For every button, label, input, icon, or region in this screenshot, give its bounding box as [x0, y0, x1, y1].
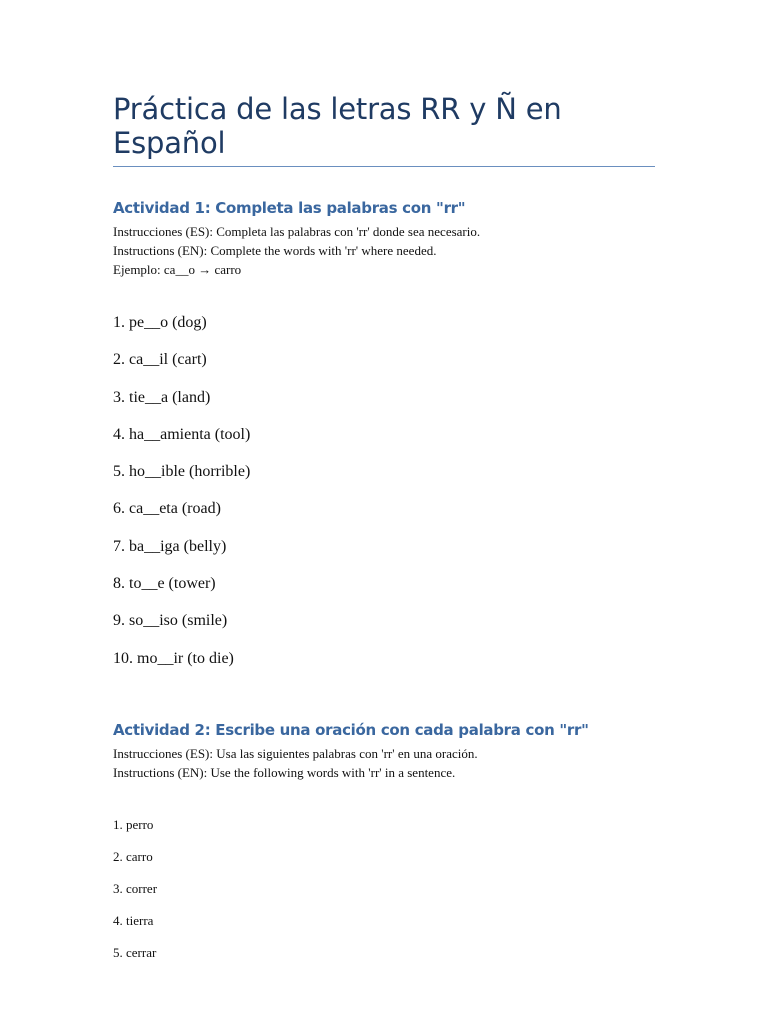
activity-1-instructions — [113, 222, 656, 279]
list-item: 2. carro — [113, 848, 153, 864]
list-item: 10. mo__ir (to die) — [113, 649, 234, 667]
list-item: 5. ho__ible (horrible) — [113, 463, 251, 481]
activity-2-heading: Actividad 2: Escribe una oración con cada palabra con "rr" — [113, 720, 589, 739]
instructions-es: Instrucciones (ES): Completa las palabras con 'rr' donde sea necesario. — [113, 224, 481, 239]
list-item: 8. to__e (tower) — [113, 575, 216, 593]
list-item: 3. correr — [113, 880, 158, 896]
list-item: 9. so__iso (smile) — [113, 612, 228, 630]
list-item: 2. ca__il (cart) — [113, 351, 207, 369]
list-item: 3. tie__a (land) — [113, 388, 211, 406]
activity-1 — [113, 199, 656, 686]
activity-1-list — [113, 313, 656, 686]
activity-2 — [113, 721, 656, 976]
activity-1-heading: Actividad 1: Completa las palabras con "rr" — [113, 199, 466, 217]
example-line: Ejemplo: ca__o → carro — [113, 262, 242, 277]
activity-2-list — [113, 816, 656, 976]
activity-2-instructions — [113, 744, 656, 782]
instructions-es: Instrucciones (ES): Usa las siguientes palabras con 'rr' en una oración. — [113, 745, 478, 761]
list-item: 5. cerrar — [113, 944, 157, 960]
list-item: 4. ha__amienta (tool) — [113, 425, 251, 443]
list-item: 1. perro — [113, 816, 154, 832]
list-item: 4. tierra — [113, 912, 154, 928]
list-item: 1. pe__o (dog) — [113, 314, 207, 331]
instructions-en: Instructions (EN): Complete the words with 'rr' where needed. — [113, 243, 437, 258]
instructions-en: Instructions (EN): Use the following words with 'rr' in a sentence. — [113, 764, 456, 780]
list-item: 7. ba__iga (belly) — [113, 537, 227, 555]
page-title: Práctica de las letras RR y Ñ en Español — [113, 92, 655, 167]
list-item: 6. ca__eta (road) — [113, 500, 221, 518]
